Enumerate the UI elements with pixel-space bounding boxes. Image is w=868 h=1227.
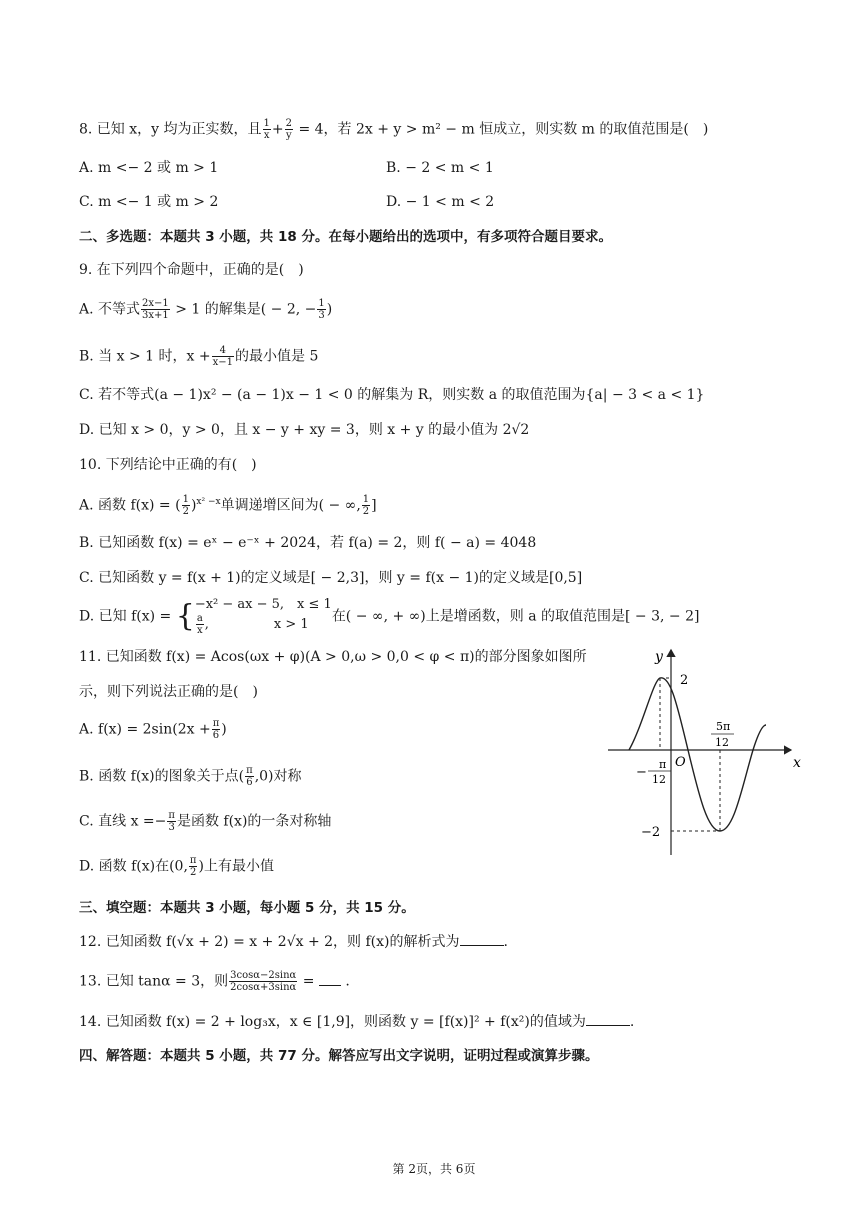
q14 xyxy=(79,1012,634,1032)
q11-a-den: 6 xyxy=(212,730,220,741)
q10-d-text1: D. 已知 f(x) = xyxy=(79,608,172,625)
q11-a-text2: ) xyxy=(221,721,227,738)
q10-d-text2: 在( − ∞, + ∞)上是增函数，则 a 的取值范围是[ − 3, − 2] xyxy=(331,608,700,625)
q8-option-d: D. − 1 < m < 2 xyxy=(386,194,495,210)
max-value-label: 2 xyxy=(680,673,689,688)
q10-option-a xyxy=(79,492,377,517)
q11-b-num: π xyxy=(246,765,253,776)
q8-frac1 xyxy=(263,118,271,141)
tick-right-den: 12 xyxy=(715,736,729,749)
q11-c-num: π xyxy=(168,810,175,821)
q8-frac1-num: 1 xyxy=(263,118,270,129)
q11-d-num: π xyxy=(189,855,197,866)
q11-b-frac xyxy=(245,765,254,788)
q10-a-frac xyxy=(182,494,190,517)
q13-frac xyxy=(229,970,297,993)
q9-option-a xyxy=(79,298,332,321)
cosine-curve xyxy=(629,678,766,831)
q10-a-den2: 2 xyxy=(362,506,370,518)
q9-a-text1: A. 不等式 xyxy=(79,301,141,318)
q10-a-text1: A. 函数 f(x) = ( xyxy=(79,497,181,514)
q10-option-b: B. 已知函数 f(x) = eˣ − e⁻ˣ + 2024，若 f(a) = 2，则 f( − a) = 4048 xyxy=(79,535,537,551)
q9-option-d: D. 已知 x > 0，y > 0，且 x − y + xy = 3，则 x + y 的最小值为 2√2 xyxy=(79,422,530,438)
section-3-heading: 三、填空题：本题共 3 小题，每小题 5 分，共 15 分。 xyxy=(79,900,415,916)
q10-a-text2: ) xyxy=(190,497,197,514)
q10-a-den: 2 xyxy=(182,506,189,518)
q8-stem-part-b: = 4，若 2x + y > m² − m 恒成立，则实数 m 的取值范围是( ) xyxy=(294,121,709,138)
q12-answer-blank[interactable] xyxy=(460,933,504,946)
q10-a-exponent: x² −x xyxy=(196,497,221,507)
q13 xyxy=(79,970,350,993)
q11-option-b xyxy=(79,765,302,788)
q9-b-den: x−1 xyxy=(212,357,233,368)
y-axis-label: y xyxy=(655,649,663,665)
q11-option-a xyxy=(79,718,227,741)
q11-d-frac xyxy=(189,855,198,878)
piecewise-rows xyxy=(195,597,332,636)
q10-option-c: C. 已知函数 y = f(x + 1)的定义域是[ − 2,3]，则 y = f(x − 1)的定义域是[0,5] xyxy=(79,570,583,586)
piecewise-row-2-den: x xyxy=(196,625,203,636)
q10-a-num2: 1 xyxy=(362,494,370,506)
q13-period: . xyxy=(340,973,350,990)
q14-answer-blank[interactable] xyxy=(586,1013,630,1026)
q11-a-frac xyxy=(212,718,221,741)
q10-a-frac2 xyxy=(362,494,370,517)
q9-a-frac2 xyxy=(317,298,325,321)
q8-stem xyxy=(79,118,708,141)
q8-frac2-den: y xyxy=(285,130,292,141)
q11-b-text1: B. 函数 f(x)的图象关于点( xyxy=(79,768,245,785)
q13-num: 3cosα−2sinα xyxy=(230,970,297,981)
q9-stem: 9. 在下列四个命题中，正确的是( ) xyxy=(79,262,304,278)
q8-option-a: A. m <− 2 或 m > 1 xyxy=(79,160,219,176)
section-2-heading: 二、多选题：本题共 3 小题，共 18 分。在每小题给出的选项中，有多项符合题目要求。 xyxy=(79,229,612,245)
q11-b-den: 6 xyxy=(246,777,253,788)
q11-d-text2: )上有最小值 xyxy=(198,858,274,875)
piecewise-row-1: −x² − ax − 5, x ≤ 1 xyxy=(194,597,332,612)
page-footer: 第 2页，共 6页 xyxy=(392,1162,476,1176)
origin-label: O xyxy=(675,755,686,770)
q13-equals: = xyxy=(298,973,319,990)
q11-b-text2: ,0)对称 xyxy=(254,768,302,785)
q11-d-text1: D. 函数 f(x)在(0, xyxy=(79,858,188,875)
min-value-label: −2 xyxy=(641,825,661,840)
q13-text1: 13. 已知 tanα = 3，则 xyxy=(79,973,229,990)
q8-plus: + xyxy=(271,121,284,138)
piecewise-row-2-frac xyxy=(196,613,204,636)
q9-a-text3: ) xyxy=(326,301,333,318)
q13-den: 2cosα+3sinα xyxy=(230,982,297,993)
q11-stem-line-2: 示，则下列说法正确的是( ) xyxy=(79,684,258,700)
q12-text: 12. 已知函数 f(√x + 2) = x + 2√x + 2，则 f(x)的解析式为 xyxy=(79,934,460,950)
q8-frac2-num: 2 xyxy=(285,118,292,129)
q11-c-frac xyxy=(167,810,176,833)
q10-a-text3: 单调递增区间为( − ∞, xyxy=(220,497,361,514)
section-4-heading: 四、解答题：本题共 5 小题，共 77 分。解答应写出文字说明，证明过程或演算步骤。 xyxy=(79,1048,599,1064)
q13-answer-blank[interactable] xyxy=(319,973,341,986)
tick-right-num: 5π xyxy=(716,720,731,733)
q8-option-b: B. − 2 < m < 1 xyxy=(386,160,494,176)
q8-option-c: C. m <− 1 或 m > 2 xyxy=(79,194,219,210)
q11-c-text2: 是函数 f(x)的一条对称轴 xyxy=(176,813,332,830)
q11-a-num: π xyxy=(212,718,220,729)
q11-c-den: 3 xyxy=(168,822,175,833)
piecewise-row-2 xyxy=(195,613,332,636)
q11-c-text1: C. 直线 x =− xyxy=(79,813,167,830)
q11-stem-line-1: 11. 已知函数 f(x) = Acos(ωx + φ)(A > 0,ω > 0,0 < φ < π)的部分图象如图所 xyxy=(79,649,587,665)
q9-option-b xyxy=(79,345,318,368)
piecewise-row-2-num: a xyxy=(196,613,203,624)
q10-a-num: 1 xyxy=(182,494,189,506)
q9-b-text2: 的最小值是 5 xyxy=(235,348,319,365)
q8-frac1-den: x xyxy=(263,130,270,141)
q9-a-frac xyxy=(141,298,170,321)
tick-left-num: π xyxy=(659,758,667,771)
q9-option-c: C. 若不等式(a − 1)x² − (a − 1)x − 1 < 0 的解集为 R，则实数 a 的取值范围为{a| − 3 < a < 1} xyxy=(79,387,705,403)
q9-a-den2: 3 xyxy=(318,310,325,321)
q11-option-c xyxy=(79,810,331,833)
q10-stem: 10. 下列结论中正确的有( ) xyxy=(79,457,257,473)
q14-period: . xyxy=(629,1014,635,1030)
q8-frac2 xyxy=(285,118,293,141)
q9-a-num: 2x−1 xyxy=(142,298,169,309)
q9-a-den: 3x+1 xyxy=(142,310,169,321)
q14-text: 14. 已知函数 f(x) = 2 + log₃x，x ∈ [1,9]，则函数 y = [f(x)]² + f(x²)的值域为 xyxy=(79,1014,586,1030)
q11-function-graph xyxy=(603,645,803,860)
piecewise-brace: { xyxy=(175,598,195,634)
q11-d-den: 2 xyxy=(190,867,197,878)
q11-a-text1: A. f(x) = 2sin(2x + xyxy=(79,721,211,738)
q9-b-frac xyxy=(212,345,234,368)
q11-option-d xyxy=(79,855,274,878)
q9-b-text1: B. 当 x > 1 时，x + xyxy=(79,348,211,365)
x-axis-label: x xyxy=(793,755,801,771)
tick-left-den: 12 xyxy=(652,773,666,786)
q12-period: . xyxy=(503,934,508,950)
tick-left-sign: − xyxy=(636,765,647,780)
q9-b-num: 4 xyxy=(212,345,234,357)
q12 xyxy=(79,932,508,952)
piecewise-row-2-tail: , x > 1 xyxy=(204,617,309,632)
q9-a-num2: 1 xyxy=(318,298,325,309)
q10-option-d xyxy=(79,597,699,636)
q9-a-text2: > 1 的解集是( − 2, − xyxy=(170,301,317,318)
q10-a-text4: ] xyxy=(371,497,377,514)
q8-stem-part-a: 8. 已知 x，y 均为正实数，且 xyxy=(79,121,262,138)
